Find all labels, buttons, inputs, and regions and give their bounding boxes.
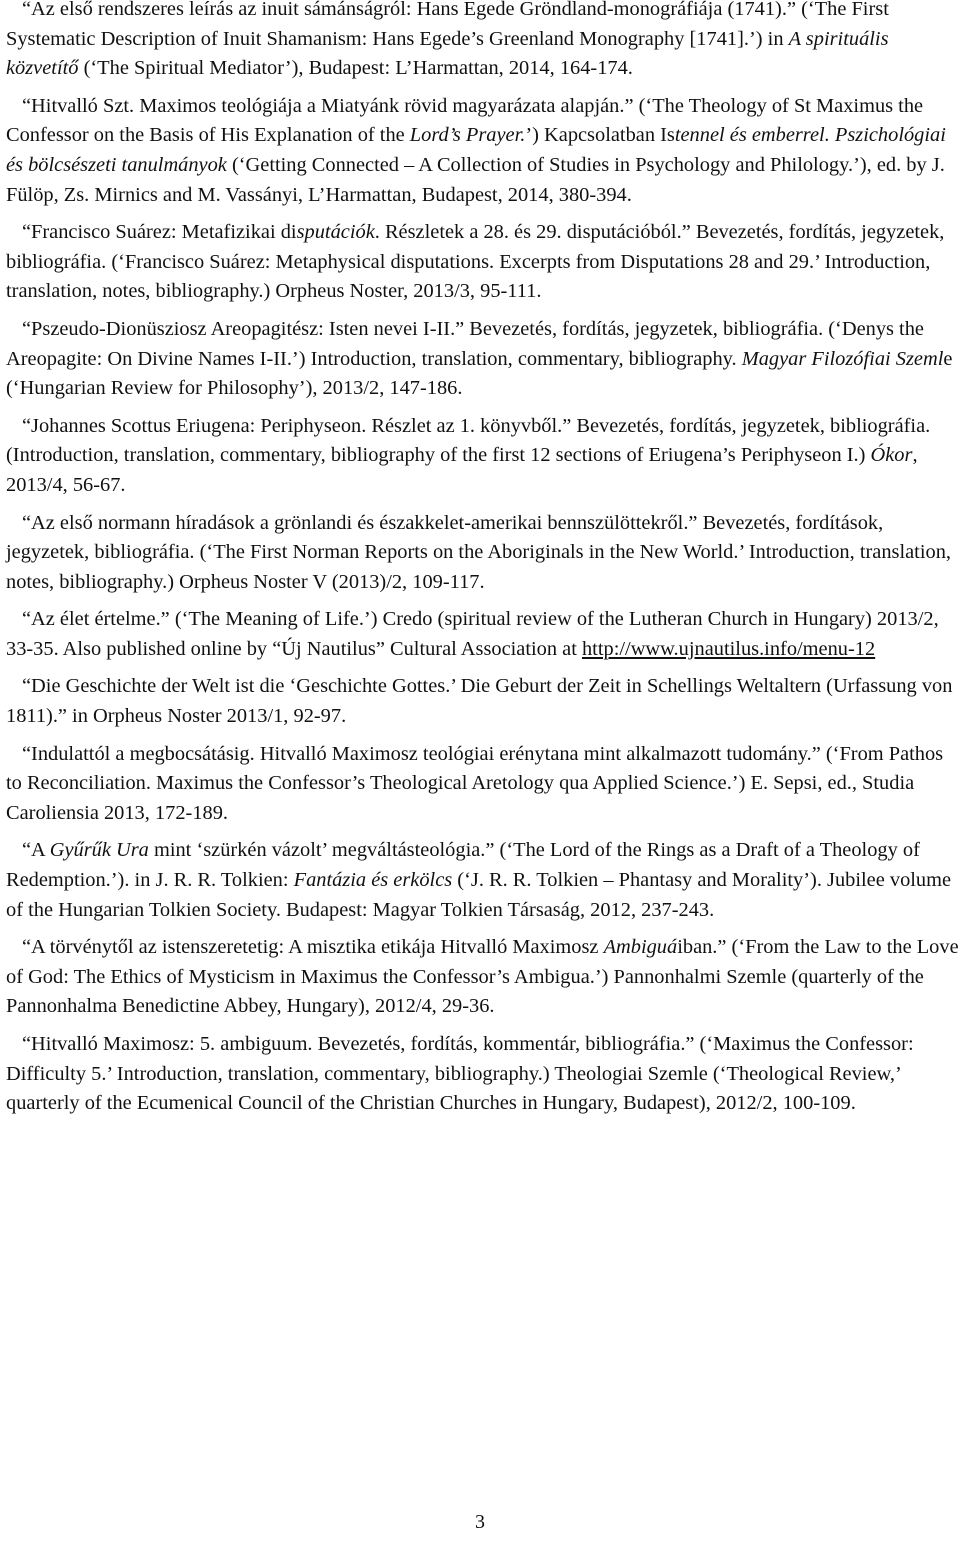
bibliography-entry xyxy=(6,672,960,731)
entry-text: ’) Kapcsolatban Is xyxy=(525,124,675,147)
entry-italic-text: Ókor xyxy=(870,444,913,467)
entry-link[interactable]: http://www.ujnautilus.info/menu-12 xyxy=(581,637,876,660)
bibliography-entry xyxy=(6,605,960,664)
entry-text: “Hitvalló Maximosz: 5. ambiguum. Bevezetés, fordítás, kommentár, bibliográfia.” (‘Maximus the Confessor: Difficulty 5.’ Introduction, translation, commentary, bibliography.) Theologiai Szemle (‘Theological Review,’ quarterly of the Ecumenical Council of the Christian Churches in Hungary, Budapest), 2012/2, 100-109. xyxy=(6,1033,914,1115)
bibliography-entry xyxy=(6,92,960,210)
entry-text: mint ‘szürkén vázolt’ megváltásteológia.” (‘The Lord of the Rings as a Draft of a Theology of Redemption.’). in J. R. R. Tolkien: xyxy=(6,839,920,892)
entry-italic-text: Gyűrűk Ura xyxy=(49,839,149,862)
entry-text: iban.” (‘From the Law to the Love of God: The Ethics of Mysticism in Maximus the Confessor’s Ambigua.’) Pannonhalmi Szemle (quarterly of the Pannonhalma Benedictine Abbey, Hungary), 2012/4, 29-36. xyxy=(6,936,959,1018)
entry-text: “Johannes Scottus Eriugena: Periphyseon. Részlet az 1. könyvből.” Bevezetés, fordítás, jegyzetek, bibliográfia. (Introduction, translation, commentary, bibliography of the first 12 sections of Eriugena’s Periphyseon I.) xyxy=(6,414,931,467)
entry-text: “Die Geschichte der Welt ist die ‘Geschichte Gottes.’ Die Geburt der Zeit in Schellings Weltaltern (Urfassung von 1811).” in Orpheus Noster 2013/1, 92-97. xyxy=(6,675,953,728)
entry-italic-text: Lord’s Prayer. xyxy=(409,124,526,147)
entry-text: e (‘Hungarian Review for Philosophy’), 2013/2, 147-186. xyxy=(6,347,953,400)
bibliography-entry xyxy=(6,0,960,84)
entry-text: “Az első rendszeres leírás az inuit sámánságról: Hans Egede Gröndland-monográfiája (1741).” (‘The First Systematic Description of Inuit Shamanism: Hans Egede’s Greenland Monography [1741].’) in xyxy=(6,0,889,50)
bibliography-entry xyxy=(6,933,960,1022)
entry-text: “Indulattól a megbocsátásig. Hitvalló Maximosz teológiai erénytana mint alkalmazott tudomány.” (‘From Pathos to Reconciliation. Maximus the Confessor’s Theological Aretology qua Applied Science.’) E. Sepsi, ed., Studia Caroliensia 2013, 172-189. xyxy=(6,742,944,824)
bibliography-entry xyxy=(6,740,960,829)
entry-italic-text: Ambiguá xyxy=(603,936,678,959)
entry-italic-text: A spirituális közvetítő xyxy=(6,27,889,80)
bibliography-list xyxy=(6,0,960,1127)
bibliography-entry xyxy=(6,836,960,925)
page-number: 3 xyxy=(475,1511,485,1533)
entry-text: “Pszeudo-Dionüsziosz Areopagitész: Isten nevei I-II.” Bevezetés, fordítás, jegyzetek, bibliográfia. (‘Denys the Areopagite: On Divine Names I-II.’) Introduction, translation, commentary, bibliography. xyxy=(6,317,924,370)
entry-text: , 2013/4, 56-67. xyxy=(6,444,918,496)
entry-italic-text: tennel és emberrel. Pszichológiai és bölcsészeti tanulmányok xyxy=(6,124,946,176)
entry-text: “Hitvalló Szt. Maximos teológiája a Miatyánk rövid magyarázata alapján.” (‘The Theology of St Maximus the Confessor on the Basis of His Explanation of the xyxy=(6,94,924,147)
entry-italic-text: sputációk xyxy=(296,221,375,244)
entry-text: (‘The Spiritual Mediator’), Budapest: L’Harmattan, 2014, 164-174. xyxy=(78,57,633,80)
entry-text: “Az első normann híradások a grönlandi és északkelet-amerikai bennszülöttekről.” Bevezetés, fordítások, jegyzetek, bibliográfia. (‘The First Norman Reports on the Aboriginals in the New World.’ Introduction, translation, notes, bibliography.) Orpheus Noster V (2013)/2, 109-117. xyxy=(6,511,951,593)
entry-italic-text: Magyar Filozófiai Szeml xyxy=(741,347,944,370)
bibliography-entry xyxy=(6,315,960,404)
entry-italic-text: Fantázia és erkölcs xyxy=(293,869,453,892)
entry-text: . Részletek a 28. és 29. disputációból.” Bevezetés, fordítás, jegyzetek, bibliográfia. (‘Francisco Suárez: Metaphysical disputations. Excerpts from Disputations 28 and 29.’ Introduction, translation, notes, bibliography.) Orpheus Noster, 2013/3, 95-111. xyxy=(6,221,945,303)
bibliography-entry xyxy=(6,412,960,501)
bibliography-entry xyxy=(6,1030,960,1119)
entry-text: “A törvénytől az istenszeretetig: A misztika etikája Hitvalló Maximosz xyxy=(22,936,604,959)
bibliography-entry xyxy=(6,218,960,307)
entry-text: (‘J. R. R. Tolkien – Phantasy and Morality’). Jubilee volume of the Hungarian Tolkien Society. Budapest: Magyar Tolkien Társaság, 2012, 237-243. xyxy=(6,869,952,921)
entry-text: “Francisco Suárez: Metafizikai di xyxy=(22,221,297,244)
entry-text: (‘Getting Connected – A Collection of Studies in Psychology and Philology.’), ed. by J. Fülöp, Zs. Mirnics and M. Vassányi, L’Harmattan, Budapest, 2014, 380-394. xyxy=(6,153,945,206)
entry-text: “Az élet értelme.” (‘The Meaning of Life.’) Credo (spiritual review of the Lutheran Church in Hungary) 2013/2, 33-35. Also published online by “Új Nautilus” Cultural Association at xyxy=(6,608,939,660)
bibliography-entry xyxy=(6,509,960,598)
entry-text: “A xyxy=(22,839,50,862)
